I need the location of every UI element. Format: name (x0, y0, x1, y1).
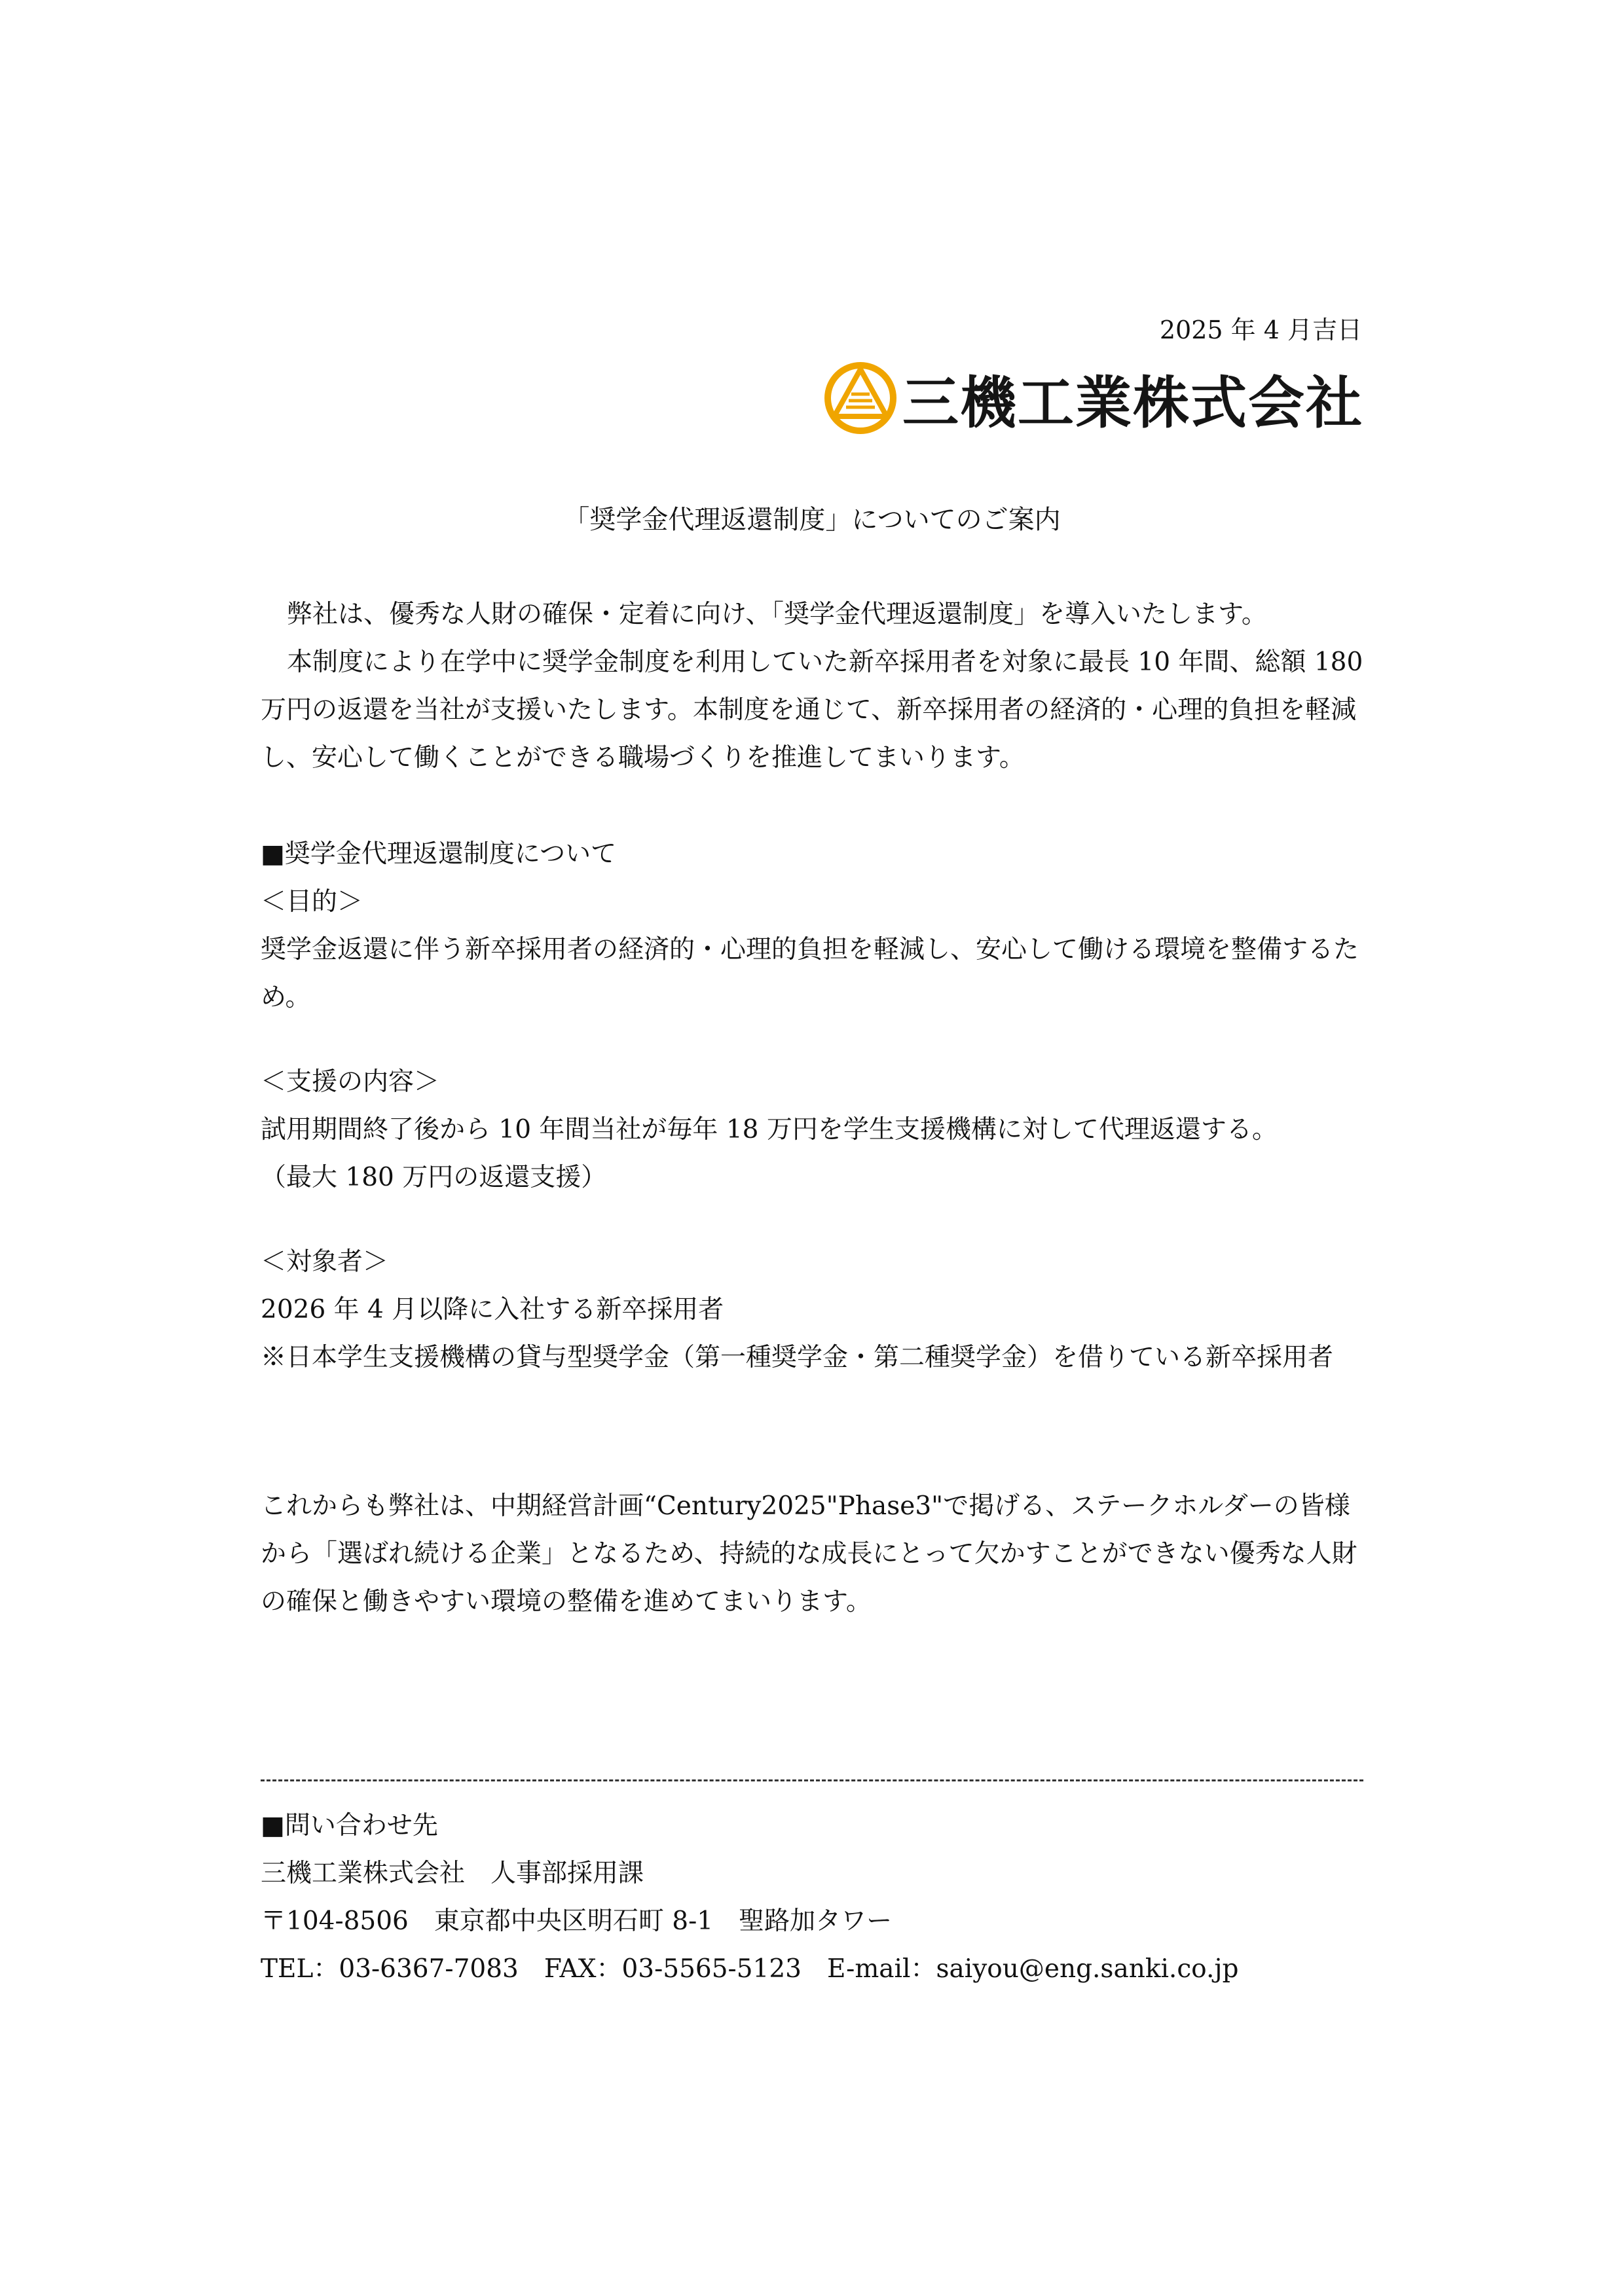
support-label: ＜支援の内容＞ (261, 1067, 440, 1097)
target-label: ＜対象者＞ (261, 1247, 389, 1277)
purpose-text: 奨学金返還に伴う新卒採用者の経済的・心理的負担を軽減し、安心して働ける環境を整備するため。 (261, 935, 1359, 1012)
issue-date: 2025 年 4 月吉日 (1159, 316, 1362, 344)
closing-paragraph: これからも弊社は、中期経営計画“Century2025"Phase3"で掲げる、ステークホルダーの皆様から「選ばれ続ける企業」となるため、持続的な成長にとって欠かすことができない優秀な人財の確保と働きやすい環境の整備を進めてまいります。 (261, 1491, 1357, 1616)
target-note: ※日本学生支援機構の貸与型奨学金（第一種奨学金・第二種奨学金）を借りている新卒採用者 (261, 1343, 1334, 1372)
closing-block (261, 1482, 1374, 1626)
company-logo-text: 三機工業株式会社 (902, 371, 1363, 436)
company-logo (822, 359, 1363, 437)
page-title: 「奨学金代理返還制度」についてのご案内 (563, 505, 1061, 535)
target-text: 2026 年 4 月以降に入社する新卒採用者 (261, 1295, 724, 1324)
purpose-label: ＜目的＞ (261, 887, 363, 917)
intro-block (261, 591, 1374, 782)
contact-heading: ■問い合わせ先 (261, 1811, 438, 1840)
intro-paragraph-1: 弊社は、優秀な人財の確保・定着に向け、「奨学金代理返還制度」を導入いたします。 (287, 600, 1267, 629)
support-text: 試用期間終了後から 10 年間当社が毎年 18 万円を学生支援機構に対して代理返還する。 (261, 1115, 1278, 1144)
contact-block (261, 1802, 1374, 1993)
contact-phone-email: TEL：03-6367-7083 FAX：03-5565-5123 E-mail：saiyou@eng.sanki.co.jp (261, 1954, 1239, 1984)
contact-address: 〒104-8506 東京都中央区明石町 8-1 聖路加タワー (261, 1906, 893, 1936)
company-emblem-icon (822, 360, 898, 436)
support-note: （最大 180 万円の返還支援） (261, 1163, 607, 1192)
section-heading: ■奨学金代理返還制度について (261, 839, 617, 869)
dashed-divider (261, 1779, 1363, 1781)
intro-paragraph-2: 本制度により在学中に奨学金制度を利用していた新卒採用者を対象に最長 10 年間、総額 180 万円の返還を当社が支援いたします。本制度を通じて、新卒採用者の経済的・心理的負担を軽減し、安心して働くことができる職場づくりを推進してまいります。 (261, 647, 1363, 773)
program-section (261, 830, 1374, 1381)
contact-org: 三機工業株式会社 人事部採用課 (261, 1859, 644, 1888)
